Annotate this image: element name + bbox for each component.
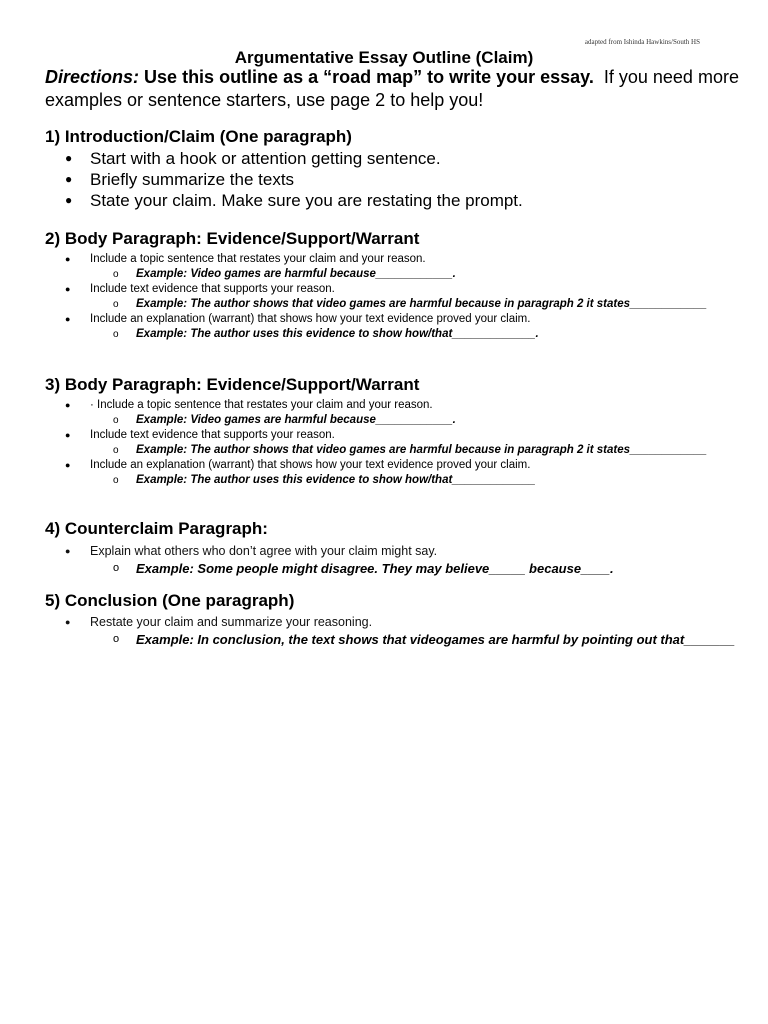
section-heading: 2) Body Paragraph: Evidence/Support/Warrant [45,229,420,248]
attribution-note: adapted from Ishinda Hawkins/South HS [584,38,700,46]
list-item [45,614,735,631]
section-heading: 1) Introduction/Claim (One paragraph) [45,127,352,146]
list-item [45,543,735,560]
list-item [45,169,735,190]
list-item [45,398,735,413]
bullet-icon: ● [65,254,71,264]
section-heading: 4) Counterclaim Paragraph: [45,519,268,538]
directions-rest-text: If you need more examples or sentence starters, use page 2 to help you! [45,67,739,110]
hollow-bullet-icon: o [113,562,120,574]
hollow-bullet-icon: o [113,299,119,310]
example-text: Example: The author shows that video games are harmful because in paragraph 2 it states____________ [136,444,707,456]
bullet-icon: ● [65,546,71,556]
hollow-bullet-icon: o [113,415,119,426]
section-heading: 3) Body Paragraph: Evidence/Support/Warrant [45,375,420,394]
example-item [45,473,735,488]
example-text: Example: Some people might disagree. They may believe_____ because____. [136,561,614,576]
document-title: Argumentative Essay Outline (Claim) [234,48,534,67]
list-item [45,458,735,473]
list-item-text: Restate your claim and summarize your reasoning. [90,615,373,629]
list-item [45,190,735,211]
hollow-bullet-icon: o [113,445,119,456]
list-item [45,252,735,267]
bullet-icon: ● [65,151,73,165]
example-text: Example: The author shows that video games are harmful because in paragraph 2 it states____________ [136,298,707,310]
bullet-list [45,252,735,342]
example-item [45,327,735,342]
list-item [45,428,735,443]
list-item-text: Explain what others who don’t agree with your claim might say. [90,544,438,558]
example-item [45,631,735,648]
example-text: Example: In conclusion, the text shows that videogames are harmful by pointing out that_______ [136,632,735,647]
list-item-text: Start with a hook or attention getting sentence. [90,149,441,168]
example-item [45,413,735,428]
example-item [45,443,735,458]
directions-label: Directions: [45,67,140,87]
bullet-icon: ● [65,193,73,207]
bullet-list [45,543,735,577]
list-item-text: State your claim. Make sure you are restating the prompt. [90,191,523,210]
section-heading: 5) Conclusion (One paragraph) [45,591,295,610]
list-item [45,282,735,297]
bullet-icon: ● [65,460,71,470]
hollow-bullet-icon: o [113,329,119,340]
section-body-paragraph-2 [45,374,735,488]
bullet-icon: ● [65,314,71,324]
section-body-paragraph-1 [45,228,735,342]
example-item [45,560,735,577]
list-item-text: Include an explanation (warrant) that shows how your text evidence proved your claim. [90,459,531,471]
bullet-icon: ● [65,430,71,440]
bullet-list [45,398,735,488]
section-conclusion [45,590,735,648]
list-item-text: Include text evidence that supports your reason. [90,283,335,295]
example-item [45,297,735,312]
example-text: Example: Video games are harmful because____________. [136,414,456,426]
list-item-text: Briefly summarize the texts [90,170,295,189]
list-item-text: Include an explanation (warrant) that shows how your text evidence proved your claim. [90,313,531,325]
directions-main-text: Use this outline as a “road map” to write your essay. [144,67,594,87]
bullet-icon: ● [65,284,71,294]
hollow-bullet-icon: o [113,475,119,486]
section-introduction [45,126,735,211]
bullet-icon: ● [65,617,71,627]
bullet-icon: ● [65,400,71,410]
example-text: Example: The author uses this evidence to show how/that_____________. [136,328,539,340]
list-item-text: · Include a topic sentence that restates your claim and your reason. [90,399,433,411]
directions-paragraph [45,66,745,112]
bullet-list [45,614,735,648]
list-item-text: Include a topic sentence that restates your claim and your reason. [90,253,426,265]
example-item [45,267,735,282]
list-item-text: Include text evidence that supports your reason. [90,429,335,441]
bullet-icon: ● [65,172,73,186]
section-counterclaim [45,518,735,577]
example-text: Example: The author uses this evidence to show how/that_____________ [136,474,536,486]
example-text: Example: Video games are harmful because____________. [136,268,456,280]
list-item [45,312,735,327]
list-item [45,148,735,169]
hollow-bullet-icon: o [113,269,119,280]
bullet-list [45,148,735,211]
hollow-bullet-icon: o [113,633,120,645]
